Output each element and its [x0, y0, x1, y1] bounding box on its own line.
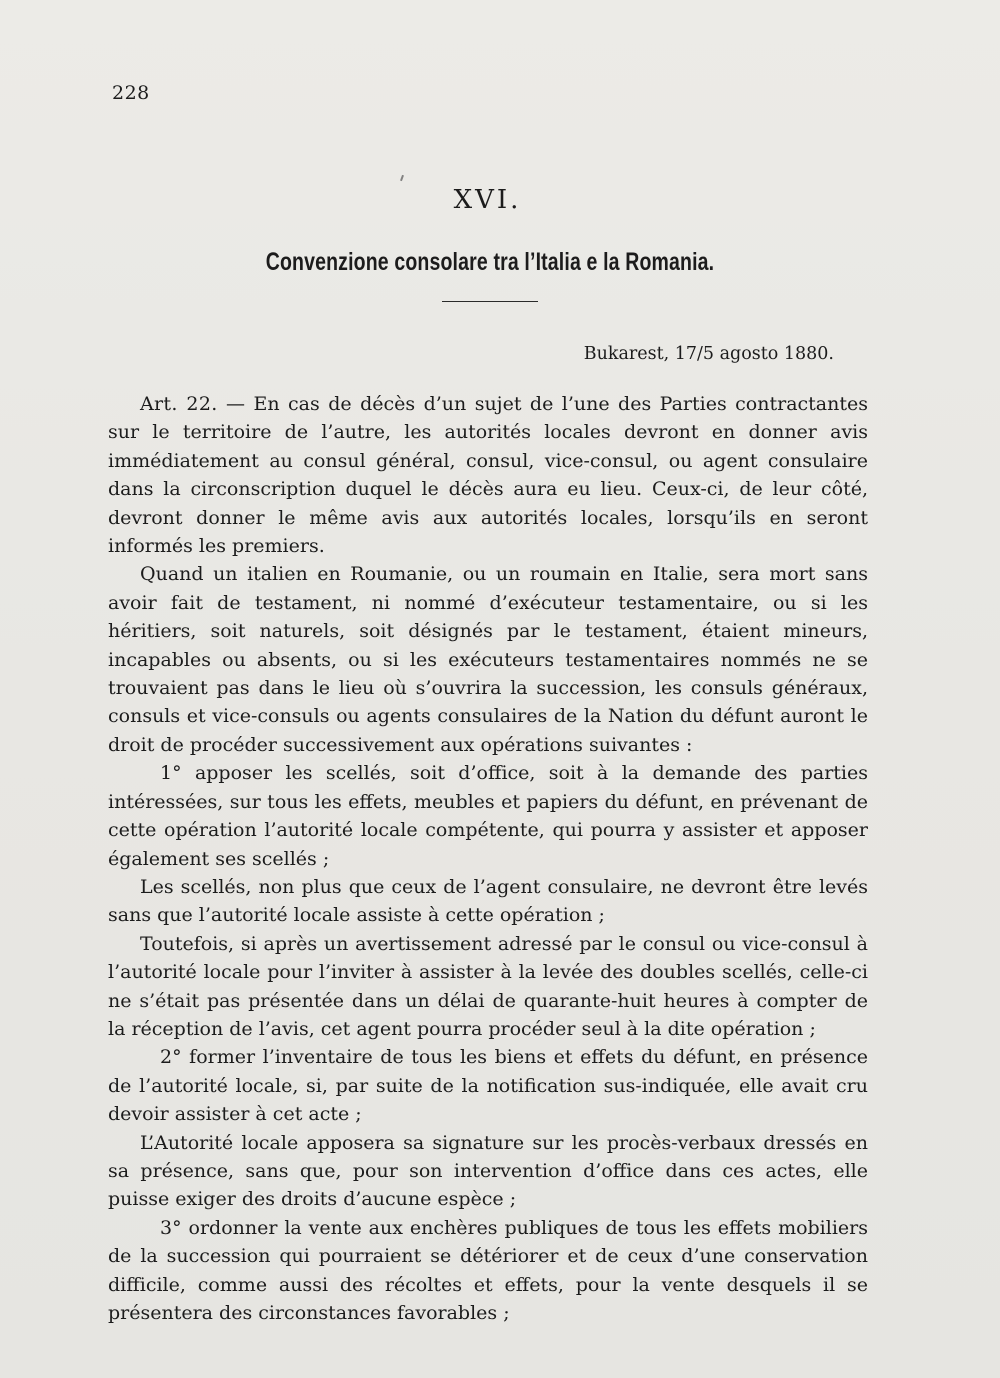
ink-mark [400, 175, 404, 181]
dateline: Bukarest, 17/5 agosto 1880. [583, 344, 834, 364]
title-divider [442, 301, 538, 302]
paragraph-notice: Toutefois, si après un avertissement adressé par le consul ou vice-consul à l’autorité locale pour l’inviter à assister à la levée des doubles scellés, celle-ci ne s’était pas présentée dans un délai de quarante-huit heures à compter de la réception de l’avis, cet agent pourra procéder seul à la dite opération ; [108, 932, 868, 1040]
document-title: Convenzione consolare tra l’Italia e la Romania. [265, 248, 715, 276]
paragraph-succession: Quand un italien en Roumanie, ou un roumain en Italie, sera mort sans avoir fait de testament, ni nommé d’exécuteur testamentaire, ou si les héritiers, soit naturels, soit désignés par le testament, étaient mineurs, incapables ou absents, ou si les exécuteurs testamentaires nommés ne se trouvaient pas dans le lieu où s’ouvrira la succession, les consuls généraux, consuls et vice-consuls ou agents consulaires de la Nation du défunt auront le droit de procéder successivement aux opérations suivantes : [108, 563, 868, 756]
body-text [108, 390, 868, 1327]
paragraph-item-3: 3° ordonner la vente aux enchères publiques de tous les effets mobiliers de la succession qui pourraient se détériorer et de ceux d’une conservation difficile, comme aussi des récoltes et effets, pour la vente desquels il se présentera des circonstances favorables ; [108, 1216, 868, 1324]
paragraph-item-1: 1° apposer les scellés, soit d’office, soit à la demande des parties intéressées, sur tous les effets, meubles et papiers du défunt, en prévenant de cette opération l’autorité locale compétente, qui pourra y assister et apposer également ses scellés ; [108, 762, 868, 870]
section-number: XVI. [453, 185, 522, 215]
article-paragraph [108, 390, 868, 560]
article-intro: — En cas de décès d’un sujet de l’une des Parties contractantes sur le territoire de l’autre, les autorités locales devront en donner avis immédiatement au consul général, consul, vice-consul, ou agent consulaire dans la circonscription duquel le décès aura eu lieu. Ceux-ci, de leur côté, devront donner le même avis aux autorités locales, lorsqu’ils en seront informés les premiers. [108, 393, 868, 558]
paragraph-signature: L’Autorité locale apposera sa signature sur les procès-verbaux dressés en sa présence, sans que, pour son intervention d’office dans ces actes, elle puisse exiger des droits d’aucune espèce ; [108, 1131, 868, 1211]
paragraph-seals: Les scellés, non plus que ceux de l’agent consulaire, ne devront être levés sans que l’autorité locale assiste à cette opération ; [108, 875, 868, 927]
page-number: 228 [112, 82, 150, 104]
paragraph-item-2: 2° former l’inventaire de tous les biens et effets du défunt, en présence de l’autorité locale, si, par suite de la notification sus-indiquée, elle avait cru devoir assister à cet acte ; [108, 1046, 868, 1126]
article-label: Art. 22. [140, 393, 218, 415]
